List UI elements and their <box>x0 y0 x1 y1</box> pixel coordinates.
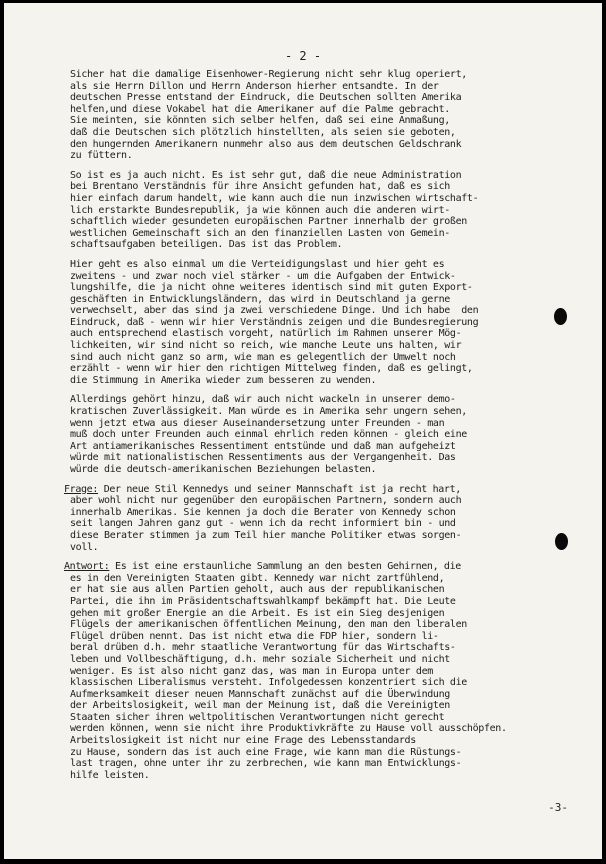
text-line: schaftsaufgaben beteiligen. Das ist das Problem. <box>70 239 343 251</box>
text-line: zu füttern. <box>70 150 133 162</box>
text-line: der Arbeitslosigkeit, weil man der Meinung ist, daß die Vereinigten <box>70 700 450 712</box>
next-page-marker: -3- <box>548 801 568 814</box>
text-line: er hat sie aus allen Partien geholt, auch aus der republikanischen <box>70 584 445 596</box>
text-line: Aufmerksamkeit dieser neuen Mannschaft zunächst auf die Überwindung <box>70 688 450 700</box>
text-line: Partei, die ihn im Präsidentschaftswahlkampf bekämpft hat. Die Leute <box>70 595 456 607</box>
text-line: hilfe leisten. <box>70 769 150 781</box>
text-line: weniger. Es ist also nicht ganz das, was man in Europa unter dem <box>70 665 433 677</box>
text-line: Arbeitslosigkeit ist nicht nur eine Frage des Lebensstandards <box>70 735 416 747</box>
text-line: Flügel drüben nennt. Das ist nicht etwa die FDP hier, sondern li- <box>70 630 439 642</box>
text-line: es in den Vereinigten Staaten gibt. Kennedy war nicht zartfühlend, <box>70 572 445 584</box>
text-line: sind auch nicht ganz so arm, wie man es gelegentlich der Umwelt noch <box>70 351 456 363</box>
paragraph-3 <box>70 259 562 387</box>
text-line: bei Brentano Verständnis für ihre Ansicht gefunden hat, daß es sich <box>70 181 450 193</box>
text-line: kratischen Zuverlässigkeit. Man würde es in Amerika sehr ungern sehen, <box>70 406 467 418</box>
text-line: würde die deutsch-amerikanischen Beziehungen belasten. <box>70 464 377 475</box>
text-line: Hier geht es also einmal um die Verteidigungslast und hier geht es <box>70 258 445 270</box>
paragraph-2 <box>70 170 562 251</box>
text-line: Art antiamerikanisches Ressentiment entstünde und daß man aufgeheizt <box>70 440 456 452</box>
text-line: lichkeiten, wir sind nicht so reich, wie manche Leute uns halten, wir <box>70 340 462 352</box>
text-line: Staaten sicher ihren weltpolitischen Verantwortungen nicht gerecht <box>70 711 445 723</box>
text-line: geschäften in Entwicklungsländern, das wird in Deutschland ja gerne <box>70 293 450 305</box>
text-line: leben und Vollbeschäftigung, d.h. mehr soziale Sicherheit und nicht <box>70 653 450 665</box>
answer-block <box>64 561 562 781</box>
text-line: zweitens - und zwar noch viel stärker - um die Aufgaben der Entwick- <box>70 270 456 282</box>
answer-first-line <box>64 561 562 573</box>
text-line: die Stimmung in Amerika wieder zum besseren zu wenden. <box>70 374 377 386</box>
punch-hole <box>554 308 567 325</box>
question-first-line <box>64 483 562 496</box>
document-page <box>4 3 602 859</box>
document-body <box>64 69 562 789</box>
text-line: wenn jetzt etwa aus dieser Auseinandersetzung unter Freunden - man <box>70 417 445 429</box>
text-line: seit langen Jahren ganz gut - wenn ich da recht informiert bin - und <box>70 518 456 530</box>
text-line: hier einfach darum handelt, wie kann auch die nun inzwischen wirtschaft- <box>70 192 479 204</box>
text-line: den hungernden Amerikanern nunmehr also aus dem deutschen Geldschrank <box>70 138 462 150</box>
text-line: deutschen Presse entstand der Eindruck, die Deutschen sollten Amerika <box>70 92 462 104</box>
text-line: aber wohl nicht nur gegenüber den europäischen Partnern, sondern auch <box>70 495 462 507</box>
text-line: Sicher hat die damalige Eisenhower-Regierung nicht sehr klug operiert, <box>70 69 467 80</box>
text-line: auch entsprechend elastisch vorgeht, natürlich im Rahmen unserer Mög- <box>70 328 462 340</box>
text-line: werden können, wenn sie nicht ihre Produktivkräfte zu Hause voll ausschöpfen. <box>70 723 507 735</box>
text-line: verwechselt, aber das sind ja zwei verschiedene Dinge. Und ich habe den <box>70 305 479 317</box>
question-block <box>64 483 562 554</box>
text-line: Flügels der amerikanischen öffentlichen Meinung, den man den liberalen <box>70 619 467 631</box>
text-line: würde mit nationalistischen Ressentiments aus der Vergangenheit. Das <box>70 452 456 464</box>
text-line: als sie Herrn Dillon und Herrn Anderson hierher entsandte. In der <box>70 80 439 92</box>
text-line: So ist es ja auch nicht. Es ist sehr gut, daß die neue Administration <box>70 169 462 181</box>
paragraph-1 <box>70 69 562 162</box>
text-line: erzählt - wenn wir hier den richtigen Mittelweg finden, daß es gelingt, <box>70 363 473 375</box>
text-line: lich erstarkte Bundesrepublik, ja wie können auch die anderen wirt- <box>70 204 450 216</box>
text-line: gehen mit großer Energie an die Arbeit. Es ist ein Sieg desjenigen <box>70 607 445 619</box>
answer-label: Antwort: <box>64 561 110 573</box>
text-line: klassischen Liberalismus versteht. Infolgedessen konzentriert sich die <box>70 677 467 689</box>
text-line: schaftlich wieder gesundeten europäischen Partner innerhalb der großen <box>70 216 467 228</box>
text-line: diese Berater stimmen ja zum Teil hier manche Politiker etwas sorgen- <box>70 529 462 541</box>
text-line: lungshilfe, die ja nicht ohne weiteres identisch sind mit guten Export- <box>70 282 473 294</box>
text-line: helfen,und diese Vokabel hat die Amerikaner auf die Palme gebracht. <box>70 103 450 115</box>
text-segment: Es ist eine erstaunliche Sammlung an den besten Gehirnen, die <box>109 561 461 573</box>
question-label: Frage: <box>64 483 99 495</box>
text-line: Allerdings gehört hinzu, daß wir auch nicht wackeln in unserer demo- <box>70 394 456 406</box>
text-line: innerhalb Amerikas. Sie kennen ja doch die Berater von Kennedy schon <box>70 506 456 518</box>
punch-hole <box>555 533 568 550</box>
text-line: Eindruck, daß - wenn wir hier Verständnis zeigen und die Bundesregierung <box>70 316 479 328</box>
text-line: voll. <box>70 541 99 553</box>
page-number: - 2 - <box>284 49 322 63</box>
text-line: Sie meinten, sie könnten sich selber helfen, daß sei eine Anmaßung, <box>70 115 450 127</box>
text-line: beral drüben d.h. mehr staatliche Verantwortung für das Wirtschafts- <box>70 642 456 654</box>
paragraph-4 <box>70 394 562 475</box>
text-line: last tragen, ohne unter ihr zu zerbrechen, wie kann man Entwicklungs- <box>70 758 462 770</box>
text-segment: Der neue Stil Kennedys und seiner Mannschaft ist ja recht hart, <box>98 483 461 495</box>
text-line: westlichen Gemeinschaft sich an den finanziellen Lasten von Gemein- <box>70 227 450 239</box>
text-line: zu Hause, sondern das ist auch eine Frage, wie kann man die Rüstungs- <box>70 746 462 758</box>
text-line: muß doch unter Freunden auch einmal ehrlich reden können - gleich eine <box>70 429 467 441</box>
text-line: daß die Deutschen sich plötzlich hinstellten, als seien sie geboten, <box>70 126 456 138</box>
